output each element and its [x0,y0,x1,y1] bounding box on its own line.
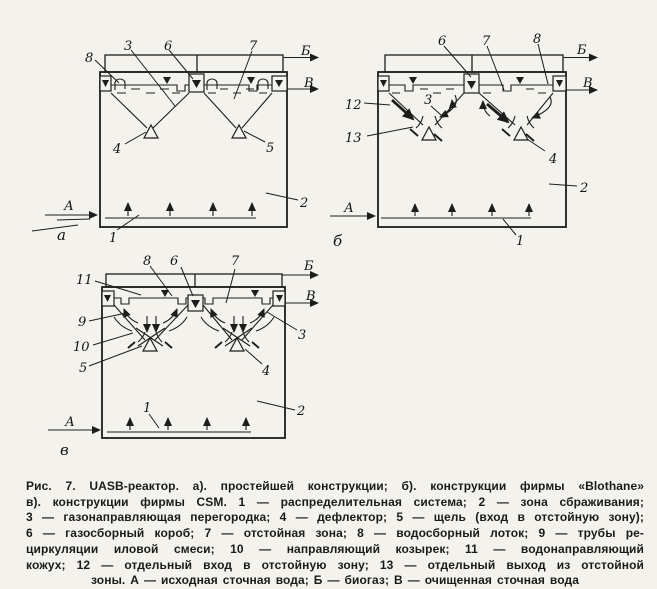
diagram-a-gas-baffles [111,93,272,138]
biogas-label: Б [577,43,587,58]
caption-line-7: зоны. А — исходная сточная вода; Б — биогаз; В — очищенная сточная вода [91,573,579,588]
callout-5-label: 5 [266,141,275,156]
diagram-v [48,254,318,459]
caption-line-3: 3 — газонаправляющая перегородка; 4 — дефлектор; 5 — щель (вход в отстойную зону); [26,510,644,525]
tank-outline [378,72,566,227]
gas-hood [105,55,283,72]
callout-8-label: 8 [143,254,152,269]
weir-rim [114,298,188,304]
weir-rim [479,85,553,91]
callout-13-label: 13 [345,131,362,146]
callout-11-label: 11 [76,273,93,288]
callout-6-label: 6 [438,34,447,49]
gas-hood [385,55,563,72]
water-level-mark [251,290,259,297]
caption-line-2: в). конструкции фирмы CSM. 1 — распределительная система; 2 — зона сбраживания; [26,494,644,509]
caption-line-6: кожух; 12 — отдельный вход в отстойную зону; 13 — отдельный выход из отстойной [26,557,644,572]
callout-4-label: 4 [113,142,122,157]
curved-flow-arrow [440,95,456,117]
weir-rim [203,298,273,304]
guide-visor [169,317,187,331]
water-level-mark [163,77,171,84]
diagram-a [32,39,318,246]
guide-visor [201,317,219,331]
weir-rim [389,85,464,91]
inlet-label: А [344,201,354,216]
callout-4-label: 4 [262,364,271,379]
diagram-b-water-surface [378,74,566,93]
callout-3-label: 3 [124,39,133,54]
caption-line-5: циркуляции иловой смеси; 10 — направляющий козырек; 11 — водонаправляющий [26,541,644,556]
callout-12-label: 12 [345,98,362,113]
inlet-pipe-line [57,219,90,220]
effluent-label: В [583,76,593,91]
deflector [514,127,528,140]
panel-letter: в [60,441,69,459]
diagram-v-labels [60,254,316,459]
settler-inlet-flow-arrow [487,104,508,122]
inlet-label: А [65,415,75,430]
inlet-label: А [64,199,74,214]
callout-6-label: 6 [164,39,173,54]
water-level-mark [247,77,255,84]
callout-2-label: 2 [580,181,589,196]
diagram-v-funnel-assemblies [114,305,274,351]
callout-10-label: 10 [73,340,90,355]
caption-line-4: 6 — газосборный короб; 7 — отстойная зона; 8 — водосборный лоток; 9 — трубы ре- [26,526,644,541]
callout-5-label: 5 [79,361,88,376]
callout-1-label: 1 [109,231,118,246]
panel-letter: б [333,232,343,250]
panel-underline [32,225,78,231]
callout-3-label: 3 [298,328,307,343]
settler-inlet-flow-arrow [392,100,413,119]
callout-3-label: 3 [424,93,433,108]
callout-1-label: 1 [143,401,152,416]
callout-9-label: 9 [78,315,87,330]
callout-7-label: 7 [249,39,258,54]
callout-1-label: 1 [516,234,525,249]
diagram-b-gas-baffles [389,93,553,141]
panel-letter: а [57,226,66,244]
callout-7-label: 7 [482,34,491,49]
deflector [422,127,436,140]
diagram-a-distribution-system [105,203,256,218]
callout-8-label: 8 [85,51,94,66]
upflow-curved-arrow [163,309,177,323]
diagram-v-distribution-system [107,418,251,432]
callout-6-label: 6 [170,254,179,269]
callout-4-label: 4 [549,152,558,167]
effluent-label: В [306,289,316,304]
upflow-curved-arrow [124,309,138,323]
upflow-curved-arrow [250,309,264,323]
upflow-curved-arrow [211,309,225,323]
gas-hood [106,274,282,287]
water-level-mark [516,77,524,84]
diagram-v-water-surface [102,290,285,311]
callout-8-label: 8 [533,32,542,47]
water-level-mark [409,77,417,84]
effluent-label: В [304,76,314,91]
caption-line-1: Рис. 7. UASB-реактор. а). простейшей конструкции; б). конструкции фирмы «Blothane» [26,479,644,493]
callout-2-label: 2 [300,196,309,211]
biogas-label: Б [304,259,314,274]
diagram-a-water-surface [100,74,287,93]
up-hook-arrow [483,101,490,116]
diagram-b-labels [333,32,593,250]
callout-2-label: 2 [297,404,306,419]
diagram-b-distribution-system [381,204,531,218]
weir-rim [111,85,189,91]
callout-7-label: 7 [231,254,240,269]
figure-caption [26,479,644,588]
diagram-v-callout-leaders [89,266,297,428]
guide-visor [256,317,274,331]
diagram-b [330,32,597,250]
biogas-label: Б [301,44,311,59]
guide-visor [114,317,132,331]
